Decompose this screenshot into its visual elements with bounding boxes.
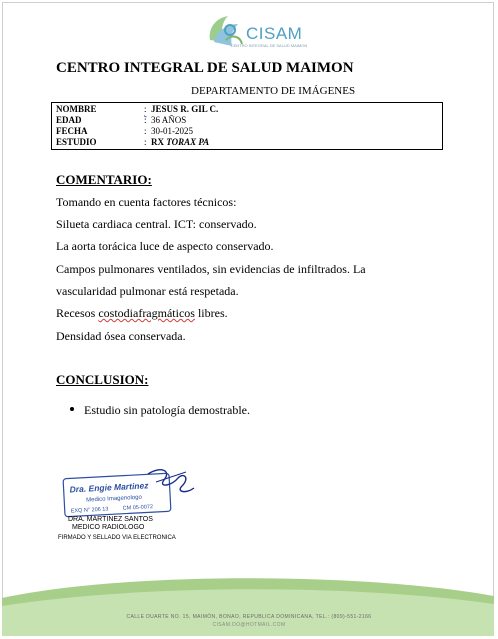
bullet-icon (70, 407, 74, 411)
logo-text: CISAM (246, 24, 303, 43)
logo-subtext: CENTRO INTEGRAL DE SALUD MAIMON (230, 43, 308, 48)
comment-line-5: vascularidad pulmonar está respetada. (56, 284, 239, 298)
department-title: DEPARTAMENTO DE IMÁGENES (191, 85, 356, 97)
comment-line-7: Densidad ósea conservada. (56, 329, 186, 343)
study-colon: : (144, 137, 147, 147)
comment-line-3: La aorta torácica luce de aspecto conservado. (56, 239, 274, 253)
comment-line-2: Silueta cardiaca central. ICT: conservado. (56, 217, 257, 231)
page-title: CENTRO INTEGRAL DE SALUD MAIMON (56, 60, 354, 76)
signer-role: MEDICO RADIOLOGO (72, 524, 145, 531)
comment-line-6 (56, 306, 228, 321)
comment-line-6-c: libres. (194, 306, 228, 320)
study-value (151, 137, 209, 148)
name-value: JESUS R. GIL C. (151, 104, 219, 114)
patient-info-box (51, 102, 443, 150)
age-label: EDAD (56, 115, 82, 125)
study-value-a: RX (151, 137, 164, 147)
footer-address: CALLE DUARTE NO. 15, MAIMÓN, BONAO, REPUBLICA DOMINICANA, TEL.: (809)-551-2166 (126, 614, 372, 620)
conclusion-item: Estudio sin patología demostrable. (84, 403, 250, 417)
signature-note: FIRMADO Y SELLADO VIA ELECTRONICA (58, 535, 176, 541)
signer-name: DRA. MARTINEZ SANTOS (68, 516, 153, 523)
name-colon: : (144, 104, 147, 114)
comment-line-4: Campos pulmonares ventilados, sin evidencias de infiltrados. La (56, 262, 366, 276)
stamp-cm: CM 05-0072 (122, 504, 154, 512)
date-value: 30-01-2025 (151, 126, 193, 136)
comment-line-6-b: costodiafragmáticos (98, 306, 195, 320)
comment-line-1: Tomando en cuenta factores técnicos: (56, 195, 237, 209)
comment-heading: COMENTARIO: (56, 172, 152, 187)
age-value: 36 AÑOS (151, 115, 187, 125)
conclusion-heading: CONCLUSION: (56, 372, 149, 387)
stamp-name: Dra. Engie Martinez (69, 480, 149, 495)
date-colon: : (144, 126, 147, 136)
stamp-role: Medico Imagenologo (86, 494, 143, 504)
date-label: FECHA (56, 126, 88, 136)
study-value-b: TORAX PA (166, 137, 210, 147)
footer-email: CISAM.DO@HOTMAIL.COM (212, 622, 286, 628)
study-label: ESTUDIO (56, 137, 97, 147)
age-colon: : (144, 115, 147, 125)
stamp-exq: EXQ N° 206 13 (70, 506, 109, 515)
comment-line-6-a: Recesos (56, 306, 99, 320)
name-label: NOMBRE (56, 104, 97, 114)
